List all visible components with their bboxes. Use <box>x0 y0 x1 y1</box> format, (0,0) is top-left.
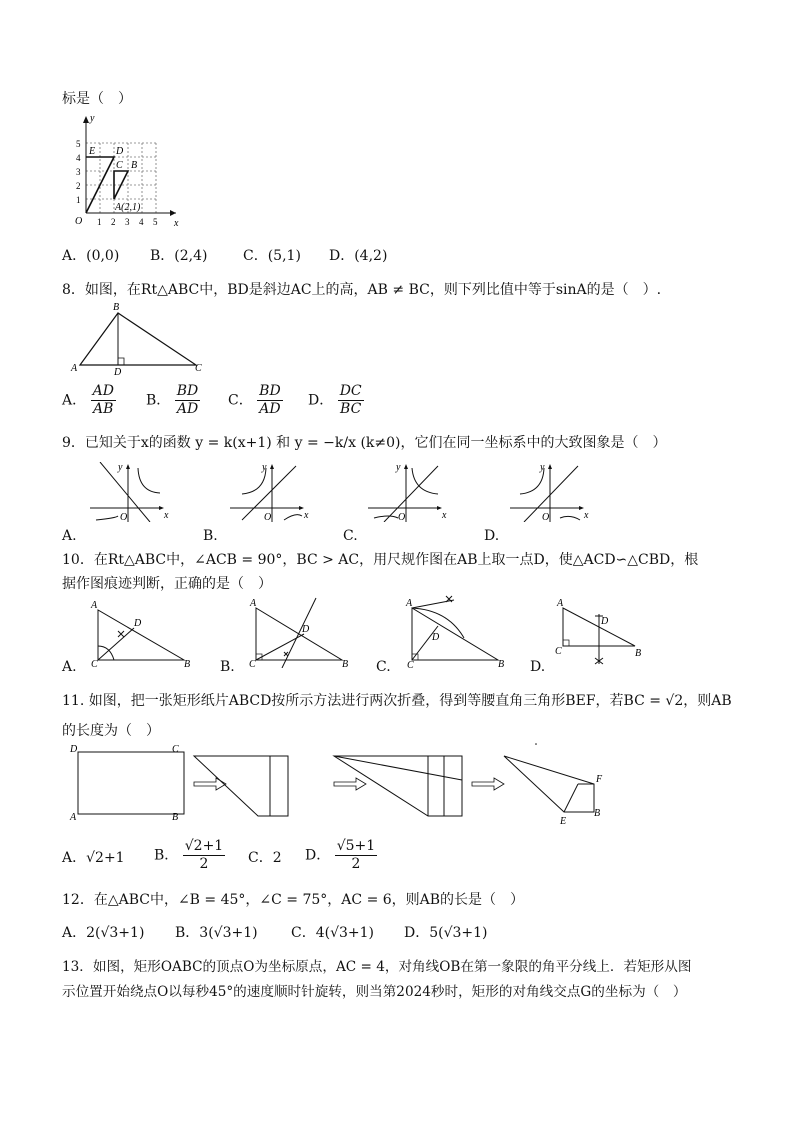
q10-option-c[interactable]: C. <box>376 659 391 675</box>
fig-label: C <box>91 659 98 668</box>
q10-figure-b <box>244 596 354 668</box>
q8-option-b[interactable] <box>146 383 200 418</box>
q9-option-a[interactable]: A. <box>62 528 77 544</box>
fig-label: D <box>601 616 609 627</box>
q9-graph-d <box>510 462 590 522</box>
q9-graph-c <box>368 462 448 522</box>
fig-label: A <box>557 598 564 609</box>
frac-den: AD <box>176 401 199 417</box>
tri8-label-b: B <box>113 302 120 313</box>
grid-ytick: 5 <box>76 139 81 149</box>
grid-ytick: 2 <box>76 181 81 191</box>
graph-y: y <box>262 462 267 473</box>
grid-origin-label: O <box>75 216 83 227</box>
grid-ytick: 1 <box>76 195 81 205</box>
frac-den: AD <box>259 401 281 417</box>
fig-label: C <box>407 660 414 668</box>
tri8-label-a: A <box>71 363 78 374</box>
option-letter: B． <box>154 847 179 864</box>
grid-point-a: A(2,1) <box>115 202 141 213</box>
fig-label: A <box>70 812 77 823</box>
q12-option-d[interactable]: D．5(√3+1) <box>404 925 488 941</box>
q10-option-a[interactable]: A. <box>62 659 77 675</box>
grid-xtick: 3 <box>125 217 130 227</box>
frac-num: √5+1 <box>336 838 376 854</box>
option-letter: D． <box>308 392 334 409</box>
graph-y: y <box>118 462 123 473</box>
tri8-label-d: D <box>114 367 122 375</box>
q9-graph-a <box>90 462 170 522</box>
q8-option-c[interactable] <box>228 383 283 418</box>
q10-stem-line2: 据作图痕迹判断，正确的是（ ） <box>62 576 272 592</box>
fig-label: C <box>249 659 256 668</box>
option-letter: A． <box>62 392 87 409</box>
q7-option-b[interactable]: B．(2,4) <box>150 248 208 264</box>
graph-x: x <box>584 510 589 521</box>
option-value: 2 <box>272 850 282 866</box>
frac-den: 2 <box>351 856 361 872</box>
grid-xtick: 4 <box>139 217 144 227</box>
graph-origin: O <box>264 512 272 522</box>
tri8-label-c: C <box>195 363 202 374</box>
frac-num: AD <box>92 383 114 399</box>
q12-option-a[interactable]: A．2(√3+1) <box>62 925 145 941</box>
graph-y: y <box>396 462 401 473</box>
frac-num: √2+1 <box>184 838 224 854</box>
option-letter: B． <box>146 392 171 409</box>
option-letter: C． <box>228 392 253 409</box>
q9-option-c[interactable]: C. <box>343 528 358 544</box>
q7-stem-tail: 标是（ ） <box>62 91 132 107</box>
graph-x: x <box>164 510 169 521</box>
grid-point-b: B <box>131 160 138 171</box>
q10-option-b[interactable]: B. <box>220 659 235 675</box>
q7-option-a[interactable]: A．(0,0) <box>62 248 120 264</box>
q9-option-b[interactable]: B. <box>203 528 218 544</box>
grid-xtick: 2 <box>111 217 116 227</box>
q8-stem: 8．如图，在Rt△ABC中，BD是斜边AC上的高，AB ≠ BC，则下列比值中等于sinA的是（ ）. <box>62 282 662 298</box>
q9-option-d[interactable]: D. <box>484 528 500 544</box>
q10-figure-c <box>402 594 512 668</box>
q12-stem: 12．在△ABC中，∠B = 45°，∠C = 75°，AC = 6，则AB的长是（ ） <box>62 892 525 908</box>
q7-option-c[interactable]: C．(5,1) <box>243 248 301 264</box>
grid-ytick: 3 <box>76 167 81 177</box>
q10-figure-a <box>86 596 196 668</box>
q9-stem: 9．已知关于x的函数 y = k(x+1) 和 y = −k/x (k≠0)，它们在同一坐标系中的大致图象是（ ） <box>62 435 667 451</box>
frac-den: 2 <box>199 856 209 872</box>
fig-label: D <box>134 618 142 629</box>
q8-option-a[interactable] <box>62 383 116 418</box>
fig-label: B <box>342 659 349 668</box>
graph-y: y <box>540 462 545 473</box>
q8-triangle-figure <box>68 300 208 375</box>
grid-point-d: D <box>116 146 124 157</box>
grid-xtick: 5 <box>153 217 158 227</box>
fig-label: B <box>594 808 601 819</box>
option-letter: C． <box>248 850 273 866</box>
q11-stem-line2: 的长度为（ ） <box>62 723 160 739</box>
option-letter: D． <box>305 847 331 864</box>
q8-option-d[interactable] <box>308 383 364 418</box>
q9-graph-b <box>230 462 310 522</box>
graph-origin: O <box>120 512 128 522</box>
q10-option-d[interactable]: D. <box>530 659 546 675</box>
q11-stem-line1: 11. 如图，把一张矩形纸片ABCD按所示方法进行两次折叠，得到等腰直角三角形BEF，若BC = √2，则AB <box>62 693 732 709</box>
grid-x-label: x <box>174 218 179 229</box>
q11-option-b[interactable] <box>154 838 225 873</box>
q12-option-c[interactable]: C．4(√3+1) <box>291 925 375 941</box>
fig-label: C <box>555 646 562 657</box>
option-value: √2+1 <box>86 850 125 866</box>
grid-point-c: C <box>116 160 123 171</box>
fig-label: B <box>498 659 505 668</box>
frac-num: BD <box>176 383 199 399</box>
grid-ytick: 4 <box>76 153 81 163</box>
frac-num: BD <box>259 383 281 399</box>
fig-label: D <box>302 624 310 635</box>
graph-x: x <box>442 510 447 521</box>
fig-label: D <box>432 632 440 643</box>
fig-label: C <box>172 744 179 755</box>
q11-option-c[interactable] <box>248 845 282 871</box>
fig-label: B <box>635 648 642 659</box>
frac-num: DC <box>339 383 362 399</box>
graph-origin: O <box>542 512 550 522</box>
fig-label: F <box>596 774 603 785</box>
q13-stem-line2: 示位置开始绕点O以每秒45°的速度顺时针旋转，则当第2024秒时，矩形的对角线交点G的坐标为（ ） <box>62 984 687 1000</box>
q7-grid-figure <box>70 110 185 232</box>
fig-label: A <box>406 598 413 609</box>
q12-option-b[interactable]: B．3(√3+1) <box>175 925 258 941</box>
fig-label: A <box>250 598 257 609</box>
fig-label: A <box>91 600 98 611</box>
option-letter: A． <box>62 850 87 866</box>
frac-den: BC <box>340 401 362 417</box>
q7-option-d[interactable]: D．(4,2) <box>329 248 388 264</box>
graph-x: x <box>304 510 309 521</box>
grid-y-label: y <box>90 113 95 124</box>
grid-xtick: 1 <box>97 217 102 227</box>
q11-option-d[interactable] <box>305 838 377 873</box>
grid-point-e: E <box>89 146 96 157</box>
q11-option-a[interactable] <box>62 845 125 871</box>
q11-folding-figure <box>66 740 626 832</box>
q10-figure-d <box>555 596 645 668</box>
fig-label: B <box>172 812 179 823</box>
q13-stem-line1: 13．如图，矩形OABC的顶点O为坐标原点，AC = 4，对角线OB在第一象限的角平分线上．若矩形从图 <box>62 959 692 975</box>
q10-stem-line1: 10．在Rt△ABC中，∠ACB = 90°，BC > AC，用尺规作图在AB上取一点D，使△ACD∽△CBD，根 <box>62 552 699 568</box>
fig-label: D <box>70 744 78 755</box>
fig-label: B <box>184 659 191 668</box>
graph-origin: O <box>398 512 406 522</box>
frac-den: AB <box>93 401 114 417</box>
fig-label: E <box>560 816 567 827</box>
